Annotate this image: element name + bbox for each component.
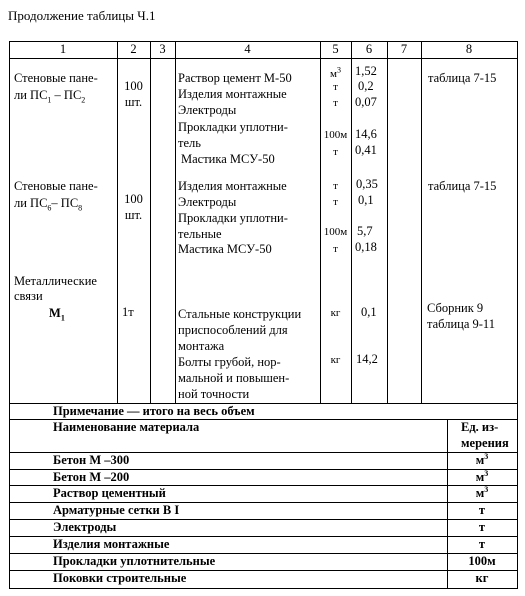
material: мальной и повышен- — [178, 371, 290, 385]
reference: таблица 9-11 — [427, 317, 495, 331]
grid-line — [9, 41, 10, 589]
unit: кг — [330, 307, 341, 319]
value: 0,2 — [358, 79, 374, 93]
element-name: Стеновые пане- — [14, 71, 98, 85]
material: Болты грубой, нор- — [178, 355, 281, 369]
summary-row-name: Бетон М –200 — [53, 470, 130, 484]
column-header: 2 — [130, 42, 137, 56]
material: Мастика МСУ-50 — [181, 152, 275, 166]
grid-line — [421, 41, 422, 403]
material: тельные — [178, 227, 222, 241]
summary-row-name: Изделия монтажные — [53, 537, 170, 551]
material: Мастика МСУ-50 — [178, 242, 272, 256]
unit: кг — [330, 354, 341, 366]
material: Изделия монтажные — [178, 179, 287, 193]
summary-row-unit: $м^3$ — [475, 484, 489, 500]
unit: т — [333, 243, 338, 255]
quantity: 1т — [122, 305, 134, 319]
column-header: 6 — [365, 42, 373, 56]
summary-row-unit: т — [478, 520, 486, 534]
column-header: 5 — [332, 42, 339, 56]
material: Прокладки уплотни- — [178, 211, 288, 225]
unit: 100м — [323, 226, 348, 238]
column-header: 3 — [159, 42, 166, 56]
material: Электроды — [178, 195, 237, 209]
summary-row-name: Прокладки уплотнительные — [53, 554, 216, 568]
unit: т — [333, 180, 338, 192]
summary-row-name: Электроды — [53, 520, 117, 534]
reference: таблица 7-15 — [428, 179, 497, 193]
grid-line — [9, 58, 518, 59]
summary-row-name: Арматурные сетки В I — [53, 503, 180, 517]
value: 5,7 — [357, 224, 373, 238]
note-text: Примечание — итого на весь объем — [53, 404, 255, 418]
material: монтажа — [178, 339, 225, 353]
summary-name-header: Наименование материала — [53, 420, 200, 434]
material: Электроды — [178, 103, 237, 117]
grid-line — [9, 588, 518, 589]
summary-unit-header: Ед. из- — [461, 420, 499, 434]
value: 0,18 — [355, 240, 377, 254]
value: 14,2 — [356, 352, 378, 366]
value: 0,41 — [355, 143, 377, 157]
grid-line — [175, 41, 176, 403]
unit: т — [333, 81, 338, 93]
grid-line — [351, 41, 352, 403]
material: Изделия монтажные — [178, 87, 287, 101]
value: 0,1 — [358, 193, 374, 207]
material: тель — [178, 136, 201, 150]
column-header: 4 — [244, 42, 251, 56]
material: приспособлений для — [178, 323, 288, 337]
element-name: $М_1$ — [49, 306, 65, 323]
quantity-unit: шт. — [124, 208, 143, 222]
column-header: 8 — [465, 42, 473, 56]
column-header: 7 — [400, 42, 408, 56]
material: Прокладки уплотни- — [178, 120, 288, 134]
summary-row-unit: т — [478, 537, 486, 551]
reference: таблица 7-15 — [428, 71, 497, 85]
value: 0,35 — [356, 177, 378, 191]
summary-row-unit: $м^3$ — [475, 468, 489, 484]
material: Раствор цемент М-50 — [178, 71, 292, 85]
summary-row-name: Поковки строительные — [53, 571, 187, 585]
summary-row-unit: т — [478, 503, 486, 517]
value: 0,1 — [361, 305, 377, 319]
unit: т — [333, 97, 338, 109]
value: 14,6 — [355, 127, 377, 141]
material: ной точности — [178, 387, 250, 401]
summary-row-name: Бетон М –300 — [53, 453, 130, 467]
summary-row-name: Раствор цементный — [53, 486, 166, 500]
unit: 100м — [323, 129, 348, 141]
value: 0,07 — [355, 95, 377, 109]
unit: т — [333, 146, 338, 158]
unit: т — [333, 196, 338, 208]
element-name: ли $ПС_6-$ $ПС_8$ — [14, 196, 83, 213]
element-name: Металлические — [14, 274, 97, 288]
unit: $м^3$ — [330, 65, 341, 80]
quantity: 100 — [124, 192, 143, 206]
grid-line — [517, 41, 518, 589]
grid-line — [387, 41, 388, 403]
quantity: 100 — [124, 79, 143, 93]
summary-row-unit: $м^3$ — [475, 451, 489, 467]
grid-line — [150, 41, 151, 403]
table-caption: Продолжение таблицы Ч.1 — [8, 8, 156, 23]
summary-row-unit: 100м — [468, 554, 496, 568]
column-header: 1 — [59, 42, 67, 56]
reference: Сборник 9 — [427, 301, 484, 315]
element-name: связи — [14, 289, 43, 303]
value: 1,52 — [355, 64, 377, 78]
material: Стальные конструкции — [178, 307, 302, 321]
element-name: ли $ПС_1 - ПС_2$ — [14, 88, 86, 105]
summary-unit-header: мерения — [461, 436, 509, 450]
quantity-unit: шт. — [124, 95, 143, 109]
summary-row-unit: кг — [475, 571, 489, 585]
element-name: Стеновые пане- — [14, 179, 98, 193]
